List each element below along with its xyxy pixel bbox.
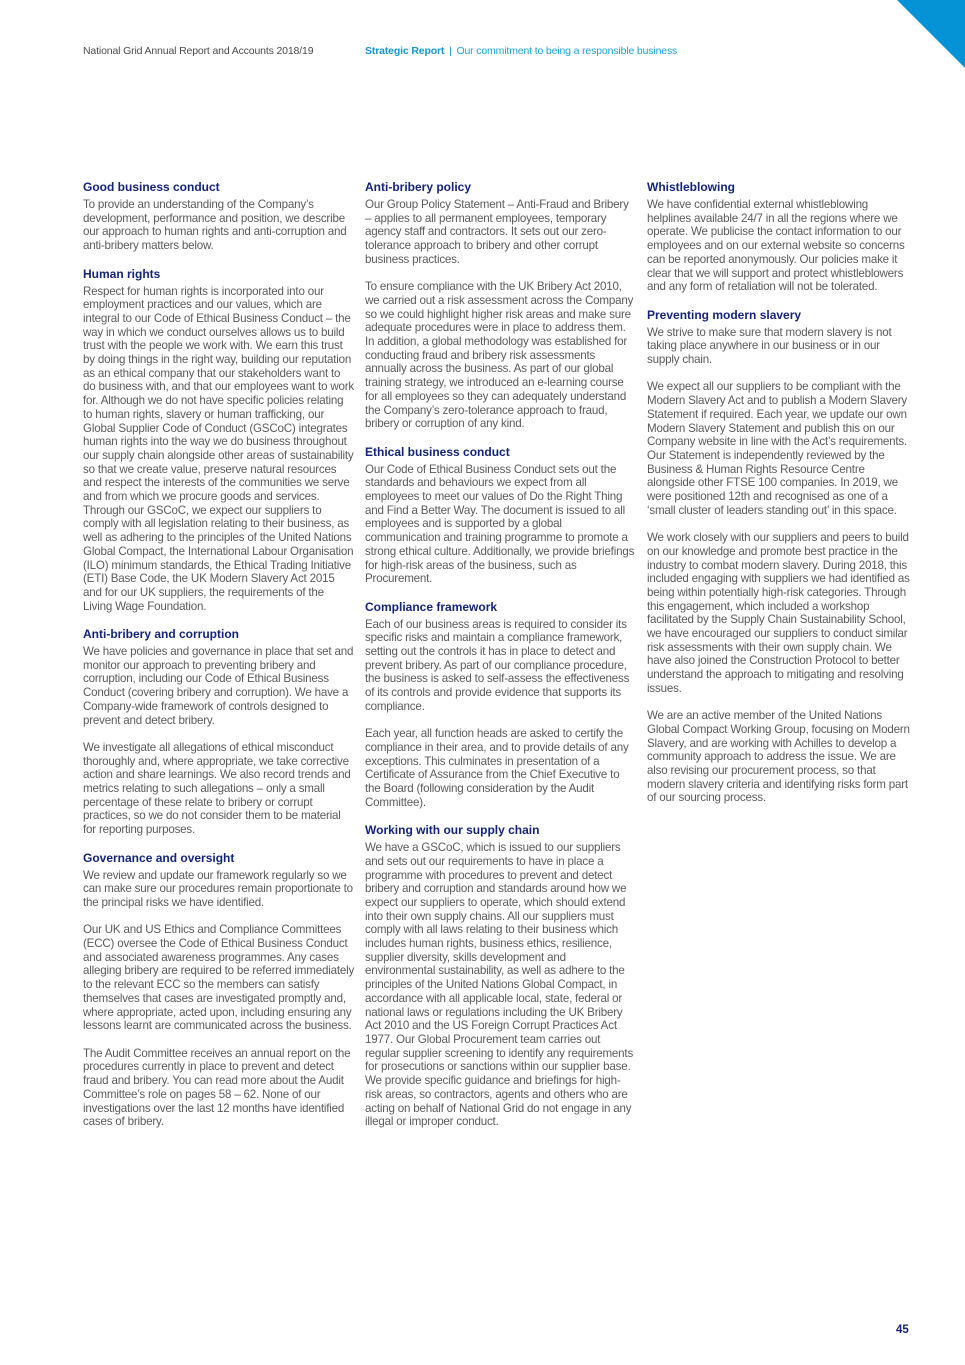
section-working-with-supply-chain [365,823,637,1129]
section-anti-bribery-and-corruption [83,627,355,837]
paragraph: Each year, all function heads are asked to certify the compliance in their area, and to provide details of any exceptions. This culminates in presentation of a Certificate of Assurance from the Chief Executive to the Board (following consideration by the Audit Committee). [365,727,629,809]
paragraph: We have confidential external whistleblowing helplines available 24/7 in all the regions where we operate. We publicise the contact information to our employees and on our external website so concerns can be reported anonymously. Our policies make it clear that we will support and protect whistleblowers and any form of retaliation will not be tolerated. [647,198,905,294]
paragraph: Our UK and US Ethics and Compliance Committees (ECC) oversee the Code of Ethical Business Conduct and associated awareness programmes. Any cases alleging bribery are required to be referred immediately to the relevant ECC so the members can satisfy themselves that cases are investigated promptly and, where appropriate, acted upon, including ensuring any lessons learnt are communicated across the business. [83,923,355,1033]
paragraph: To ensure compliance with the UK Bribery Act 2010, we carried out a risk assessment across the Company so we could highlight higher risk areas and make sure adequate procedures were in place to address them. In addition, a global methodology was established for conducting fraud and bribery risk assessments annually across the business. As part of our global training strategy, we introduced an e-learning course for all employees so they can adequately understand the Company’s zero-tolerance approach to fraud, bribery or corruption of any kind. [365,280,634,431]
corner-triangle-decoration [897,0,965,68]
report-title: National Grid Annual Report and Accounts 2018/19 [83,45,314,57]
paragraph: We have a GSCoC, which is issued to our suppliers and sets out our requirements to have in place a programme with procedures to prevent and detect bribery and corruption and standards around how we expect our suppliers to operate, which should extend into their own supply chains. All our suppliers must comply with all laws relating to their business which includes human rights, business ethics, resilience, supplier diversity, skills development and environmental sustainability, as well as adhere to the principles of the United Nations Global Compact, in accordance with all applicable local, state, federal or national laws or regulations including the UK Bribery Act 2010 and the US Foreign Corrupt Practices Act 1977. Our Global Procurement team carries out regular supplier screening to identify any requirements for prosecutions or sanctions within our supplier base. We provide specific guidance and briefings for high-risk areas, so contractors, agents and others who are acting on behalf of National Grid do not engage in any illegal or improper conduct. [365,841,634,1129]
page-number: 45 [896,1324,909,1336]
section-name: Strategic Report [365,45,445,57]
section-compliance-framework [365,600,637,810]
section-heading: Good business conduct [83,180,220,194]
section-preventing-modern-slavery [647,308,915,806]
paragraph: We expect all our suppliers to be compliant with the Modern Slavery Act and to publish a Modern Slavery Statement if required. Each year, we update our own Modern Slavery Statement and publish this on our Company website in line with the Act’s requirements. Our Statement is independently reviewed by the Business & Human Rights Resource Centre alongside other FTSE 100 companies. In 2019, we were positioned 12th and recognised as one of a ‘small cluster of leaders standing out’ in this space. [647,380,908,517]
paragraph: The Audit Committee receives an annual report on the procedures currently in place to prevent and detect fraud and bribery. You can read more about the Audit Committee’s role on pages 58 – 62. None of our investigations over the last 12 months have identified cases of bribery. [83,1046,351,1129]
section-heading: Governance and oversight [83,850,235,865]
section-heading: Whistleblowing [647,180,735,194]
paragraph: We strive to make sure that modern slavery is not taking place anywhere in our business or in our supply chain. [647,325,892,367]
column-left [83,180,355,1143]
column-right [647,180,915,819]
paragraph: We review and update our framework regularly so we can make sure our procedures remain proportionate to the principal risks we have identified. [83,868,353,909]
section-human-rights [83,267,355,614]
paragraph: We have policies and governance in place that set and monitor our approach to preventing bribery and corruption, including our Code of Ethical Business Conduct (covering bribery and corruption). We have a Company-wide framework of controls designed to prevent and detect bribery. [83,645,354,727]
paragraph: To provide an understanding of the Company’s development, performance and position, we describe our approach to human rights and anti-corruption and anti-bribery matters below. [83,198,347,253]
section-ethical-business-conduct [365,445,637,586]
breadcrumb-separator: | [449,45,452,57]
paragraph: Our Group Policy Statement – Anti-Fraud and Bribery – applies to all permanent employees, temporary agency staff and contractors. It sets out our zero-tolerance approach to bribery and other corrupt business practices. [365,198,629,266]
paragraph: We work closely with our suppliers and peers to build on our knowledge and promote best practice in the industry to combat modern slavery. During 2018, this included engaging with suppliers we had identified as being within potentially high-risk categories. Through this engagement, which included a workshop facilitated by the Supply Chain Sustainability School, we have encouraged our suppliers to conduct similar risk assessments with their own supply chain. We have also joined the Construction Protocol to better understand the approach to mitigating and resolving issues. [647,531,910,695]
section-breadcrumb [365,45,677,57]
section-heading: Compliance framework [365,599,498,614]
paragraph: Each of our business areas is required to consider its specific risks and maintain a compliance framework, setting out the controls it has in place to detect and prevent bribery. As part of our compliance procedure, the business is asked to self-assess the effectiveness of its controls and provide evidence that supports its compliance. [365,617,630,713]
section-heading: Human rights [83,266,161,281]
paragraph: We are an active member of the United Nations Global Compact Working Group, focusing on Modern Slavery, and are working with Achilles to develop a community approach to address the issue. We are also revising our procurement process, so that modern slavery criteria and identifying risks form part of our sourcing process. [647,709,910,805]
section-heading: Working with our supply chain [365,823,540,838]
section-heading: Anti-bribery and corruption [83,627,239,642]
section-heading: Anti-bribery policy [365,180,472,194]
section-heading: Preventing modern slavery [647,307,802,322]
section-heading: Ethical business conduct [365,444,510,459]
section-good-business-conduct [83,180,355,253]
section-governance-and-oversight [83,851,355,1129]
section-title: Our commitment to being a responsible business [456,45,678,57]
column-middle [365,180,637,1143]
section-whistleblowing [647,180,915,294]
section-anti-bribery-policy [365,180,637,431]
paragraph: We investigate all allegations of ethical misconduct thoroughly and, where appropriate, we take corrective action and share learnings. We also record trends and metrics relating to such allegations – only a small percentage of these relate to bribery or corrupt practices, so we do not consider them to be material for reporting purposes. [83,740,351,837]
paragraph: Our Code of Ethical Business Conduct sets out the standards and behaviours we expect from all employees to meet our values of Do the Right Thing and Find a Better Way. The document is issued to all employees and is supported by a global communication and training programme to promote a strong ethical culture. Additionally, we provide briefings for high-risk areas of the business, such as Procurement. [365,462,635,586]
paragraph: Respect for human rights is incorporated into our employment practices and our values, which are integral to our Code of Ethical Business Conduct – the way in which we conduct ourselves allows us to build trust with the people we work with. We earn this trust by doing things in the right way, building our reputation as an ethical company that our stakeholders want to do business with, and that our employees want to work for. Although we do not have specific policies relating to human rights, slavery or human trafficking, our Global Supplier Code of Conduct (GSCoC) integrates human rights into the way we do business throughout our supply chain alongside other areas of sustainability so that we create value, preserve natural resources and respect the interests of the communities we serve and from which we procure goods and services. Through our GSCoC, we expect our suppliers to comply with all legislation relating to their business, as well as adhering to the principles of the United Nations Global Compact, the International Labour Organisation (ILO) minimum standards, the Ethical Trading Initiative (ETI) Base Code, the UK Modern Slavery Act 2015 and for our UK suppliers, the requirements of the Living Wage Foundation. [83,284,355,613]
